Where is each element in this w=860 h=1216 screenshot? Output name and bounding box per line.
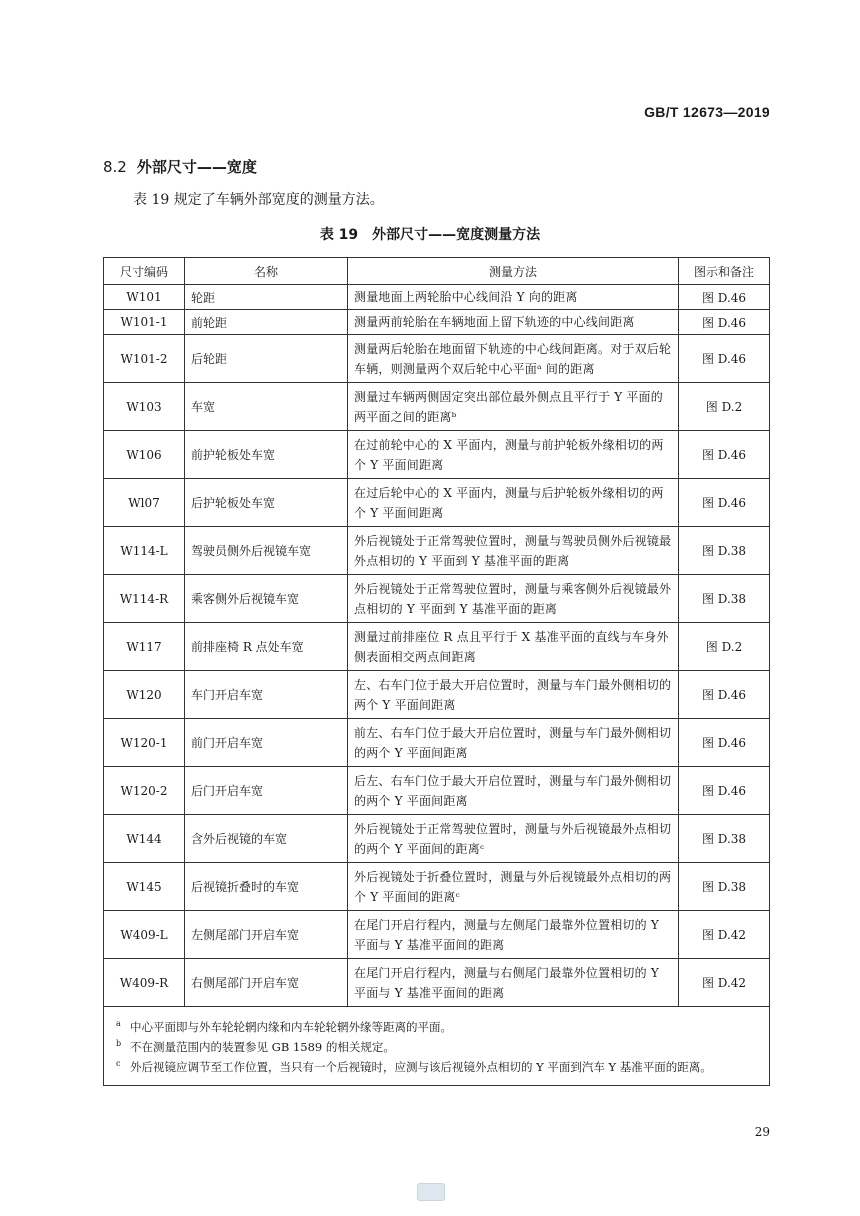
row-code: W117 <box>104 623 185 671</box>
row-code: W103 <box>104 383 185 431</box>
row-method: 后左、右车门位于最大开启位置时，测量与车门最外侧相切的两个 Y 平面间距离 <box>348 767 679 815</box>
table-row <box>104 959 770 1007</box>
row-method: 外后视镜处于正常驾驶位置时，测量与外后视镜最外点相切的两个 Y 平面间的距离ᶜ <box>348 815 679 863</box>
table-row <box>104 335 770 383</box>
table-row <box>104 527 770 575</box>
row-name: 前护轮板处车宽 <box>185 431 348 479</box>
note-c <box>116 1057 757 1077</box>
row-figure: 图 D.2 <box>679 383 770 431</box>
table-row <box>104 815 770 863</box>
row-figure: 图 D.38 <box>679 815 770 863</box>
row-name: 驾驶员侧外后视镜车宽 <box>185 527 348 575</box>
note-a <box>116 1017 757 1037</box>
row-code: Wl07 <box>104 479 185 527</box>
row-code: W114-R <box>104 575 185 623</box>
row-method: 在尾门开启行程内，测量与右侧尾门最靠外位置相切的 Y 平面与 Y 基准平面间的距离 <box>348 959 679 1007</box>
row-code: W120-2 <box>104 767 185 815</box>
row-name: 后门开启车宽 <box>185 767 348 815</box>
row-figure: 图 D.42 <box>679 911 770 959</box>
row-name: 车门开启车宽 <box>185 671 348 719</box>
row-name: 左侧尾部门开启车宽 <box>185 911 348 959</box>
table-row <box>104 431 770 479</box>
row-code: W106 <box>104 431 185 479</box>
header-name: 名称 <box>185 258 348 285</box>
width-measurement-table <box>103 257 770 1086</box>
section-number: 8.2 <box>103 158 127 176</box>
row-name: 车宽 <box>185 383 348 431</box>
row-code: W101-2 <box>104 335 185 383</box>
table-number: 表 19 <box>319 227 359 243</box>
note-text: 不在测量范围内的装置参见 GB 1589 的相关规定。 <box>130 1040 395 1054</box>
row-name: 乘客侧外后视镜车宽 <box>185 575 348 623</box>
row-method: 测量过前排座位 R 点且平行于 X 基准平面的直线与车身外侧表面相交两点间距离 <box>348 623 679 671</box>
page-number: 29 <box>754 1125 770 1139</box>
row-code: W120 <box>104 671 185 719</box>
table-row <box>104 911 770 959</box>
header-code: 尺寸编码 <box>104 258 185 285</box>
standard-code: GB/T 12673—2019 <box>644 104 770 120</box>
table-row <box>104 285 770 310</box>
table-row <box>104 479 770 527</box>
row-code: W101 <box>104 285 185 310</box>
row-figure: 图 D.2 <box>679 623 770 671</box>
row-name: 后护轮板处车宽 <box>185 479 348 527</box>
row-name: 后视镜折叠时的车宽 <box>185 863 348 911</box>
section-title: 外部尺寸——宽度 <box>136 158 257 176</box>
row-name: 前门开启车宽 <box>185 719 348 767</box>
row-method: 测量两前轮胎在车辆地面上留下轨迹的中心线间距离 <box>348 310 679 335</box>
table-row <box>104 575 770 623</box>
row-figure: 图 D.38 <box>679 527 770 575</box>
row-code: W144 <box>104 815 185 863</box>
header-figure: 图示和备注 <box>679 258 770 285</box>
row-code: W409-R <box>104 959 185 1007</box>
row-method: 测量地面上两轮胎中心线间沿 Y 向的距离 <box>348 285 679 310</box>
row-code: W145 <box>104 863 185 911</box>
row-code: W409-L <box>104 911 185 959</box>
note-mark: c <box>116 1059 121 1068</box>
table-notes-row <box>104 1007 770 1086</box>
table-row <box>104 719 770 767</box>
table-notes <box>104 1007 770 1086</box>
row-method: 外后视镜处于正常驾驶位置时，测量与乘客侧外后视镜最外点相切的 Y 平面到 Y 基准平面的距离 <box>348 575 679 623</box>
row-figure: 图 D.46 <box>679 719 770 767</box>
row-code: W120-1 <box>104 719 185 767</box>
table-row <box>104 310 770 335</box>
row-figure: 图 D.46 <box>679 310 770 335</box>
note-b <box>116 1037 757 1057</box>
row-name: 前排座椅 R 点处车宽 <box>185 623 348 671</box>
row-figure: 图 D.46 <box>679 671 770 719</box>
header-method: 测量方法 <box>348 258 679 285</box>
table-caption <box>0 224 860 244</box>
row-name: 后轮距 <box>185 335 348 383</box>
table-row <box>104 623 770 671</box>
table-header-row <box>104 258 770 285</box>
row-method: 在过后轮中心的 X 平面内，测量与后护轮板外缘相切的两个 Y 平面间距离 <box>348 479 679 527</box>
row-method: 外后视镜处于正常驾驶位置时，测量与驾驶员侧外后视镜最外点相切的 Y 平面到 Y 基准平面的距离 <box>348 527 679 575</box>
row-method: 在过前轮中心的 X 平面内，测量与前护轮板外缘相切的两个 Y 平面间距离 <box>348 431 679 479</box>
row-figure: 图 D.46 <box>679 431 770 479</box>
note-mark: a <box>116 1019 121 1028</box>
row-method: 在尾门开启行程内，测量与左侧尾门最靠外位置相切的 Y 平面与 Y 基准平面间的距离 <box>348 911 679 959</box>
intro-paragraph: 表 19 规定了车辆外部宽度的测量方法。 <box>133 192 384 208</box>
row-figure: 图 D.46 <box>679 335 770 383</box>
row-method: 外后视镜处于折叠位置时，测量与外后视镜最外点相切的两个 Y 平面间的距离ᶜ <box>348 863 679 911</box>
table-row <box>104 383 770 431</box>
row-figure: 图 D.46 <box>679 767 770 815</box>
row-code: W114-L <box>104 527 185 575</box>
row-figure: 图 D.42 <box>679 959 770 1007</box>
section-heading <box>103 156 257 177</box>
row-method: 测量两后轮胎在地面留下轨迹的中心线间距离。对于双后轮车辆，则测量两个双后轮中心平面ᵃ 间的距离 <box>348 335 679 383</box>
row-name: 含外后视镜的车宽 <box>185 815 348 863</box>
row-figure: 图 D.38 <box>679 575 770 623</box>
row-figure: 图 D.46 <box>679 479 770 527</box>
note-text: 外后视镜应调节至工作位置，当只有一个后视镜时，应测与该后视镜外点相切的 Y 平面到汽车 Y 基准平面的距离。 <box>130 1060 712 1074</box>
note-mark: b <box>116 1039 122 1048</box>
note-text: 中心平面即与外车轮轮辋内缘和内车轮轮辋外缘等距离的平面。 <box>130 1020 452 1034</box>
row-method: 前左、右车门位于最大开启位置时，测量与车门最外侧相切的两个 Y 平面间距离 <box>348 719 679 767</box>
row-figure: 图 D.46 <box>679 285 770 310</box>
row-code: W101-1 <box>104 310 185 335</box>
table-row <box>104 671 770 719</box>
row-figure: 图 D.38 <box>679 863 770 911</box>
table-row <box>104 767 770 815</box>
table-title: 外部尺寸——宽度测量方法 <box>372 227 541 243</box>
row-method: 左、右车门位于最大开启位置时，测量与车门最外侧相切的两个 Y 平面间距离 <box>348 671 679 719</box>
watermark-logo-icon <box>417 1183 445 1201</box>
table-row <box>104 863 770 911</box>
row-name: 轮距 <box>185 285 348 310</box>
row-method: 测量过车辆两侧固定突出部位最外侧点且平行于 Y 平面的两平面之间的距离ᵇ <box>348 383 679 431</box>
row-name: 右侧尾部门开启车宽 <box>185 959 348 1007</box>
row-name: 前轮距 <box>185 310 348 335</box>
